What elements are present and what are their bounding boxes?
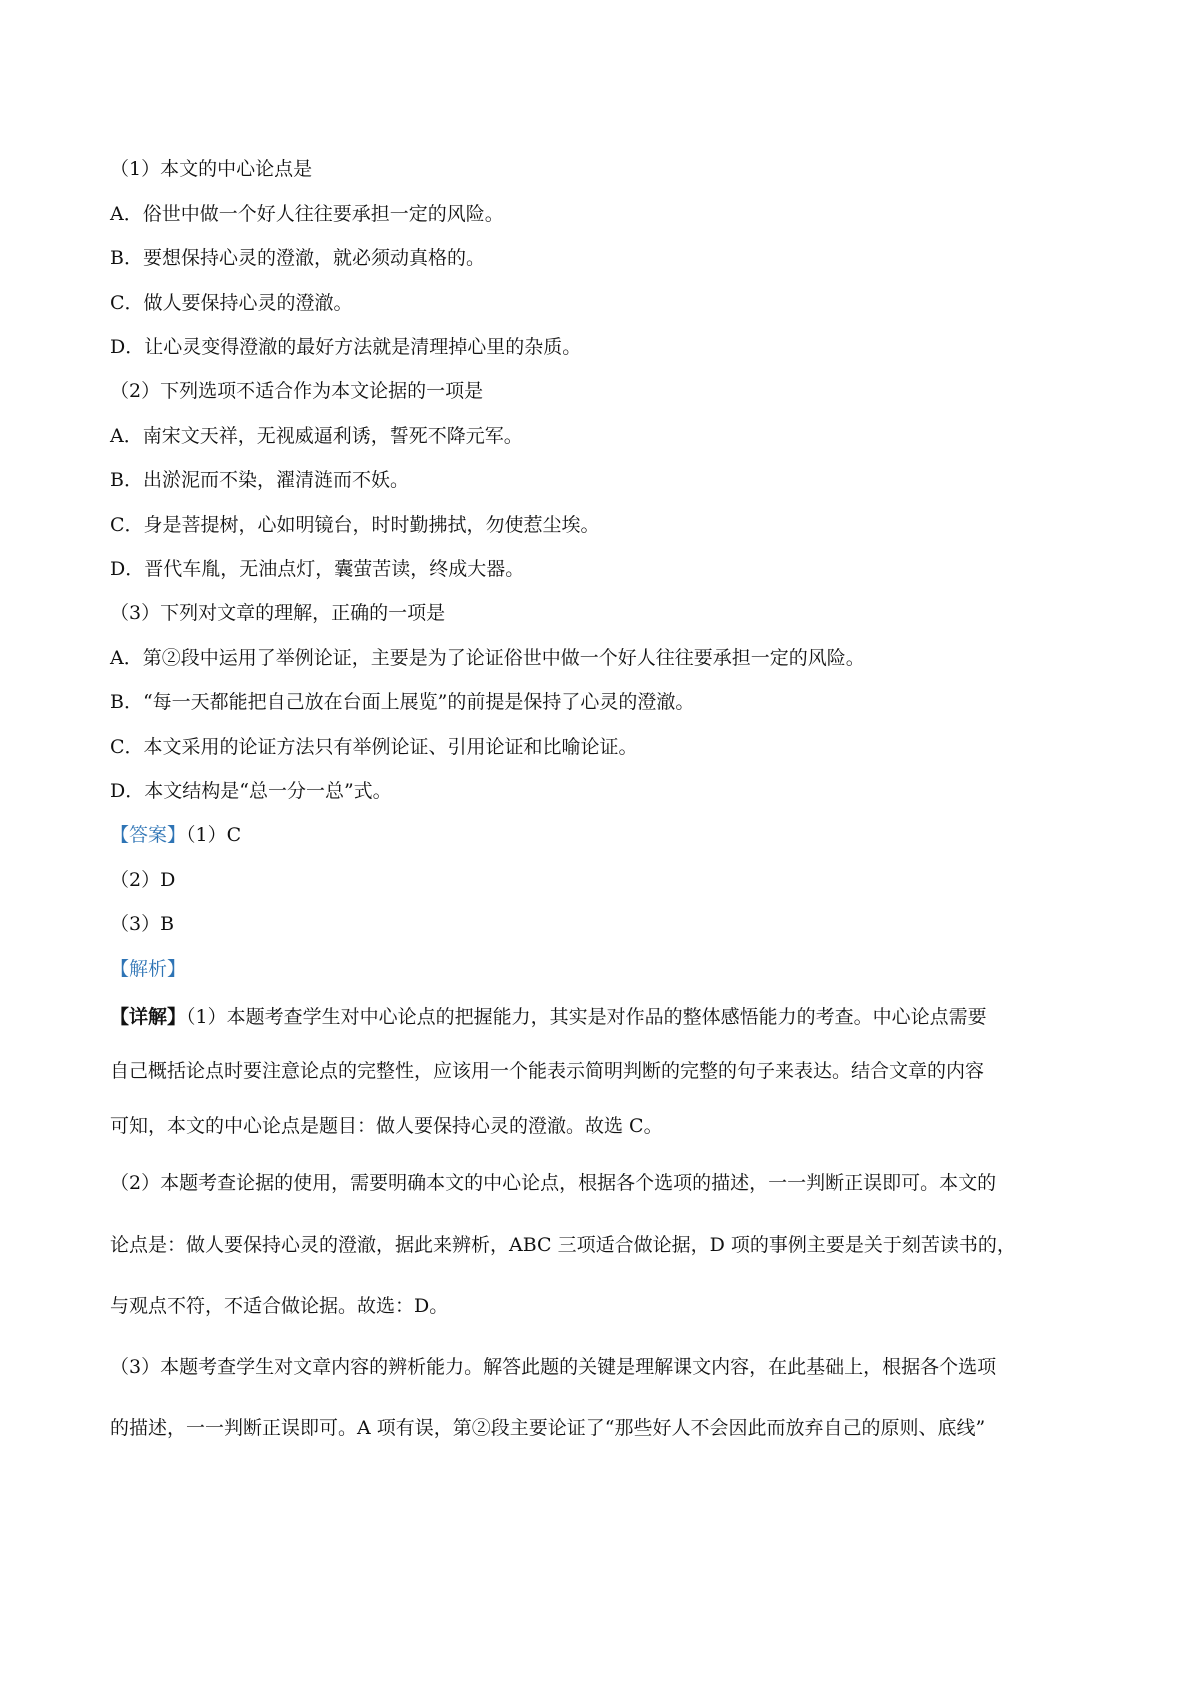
detail-p2-line-3: 与观点不符，不适合做论据。故选：D。 (110, 1295, 449, 1317)
question-1-option-c: C．做人要保持心灵的澄澈。 (110, 292, 353, 314)
detail-p1-line-1: （1）本题考查学生对中心论点的把握能力，其实是对作品的整体感悟能力的考查。中心论点需要 (186, 1006, 987, 1028)
detail-p3-line-2: 的描述，一一判断正误即可。A 项有误，第②段主要论证了“那些好人不会因此而放弃自己的原则、底线” (110, 1417, 986, 1439)
question-2-option-b: B．出淤泥而不染，濯清涟而不妖。 (110, 469, 409, 491)
detail-label: 【详解】 (110, 1006, 187, 1028)
detail-p2-line-2: 论点是：做人要保持心灵的澄澈，据此来辨析，ABC 三项适合做论据，D 项的事例主要是关于刻苦读书的， (110, 1234, 1016, 1256)
answer-line-3: （3）B (110, 913, 175, 935)
detail-p2-line-1: （2）本题考查论据的使用，需要明确本文的中心论点，根据各个选项的描述，一一判断正误即可。本文的 (110, 1172, 997, 1194)
question-3-option-a: A．第②段中运用了举例论证，主要是为了论证俗世中做一个好人往往要承担一定的风险。 (110, 647, 865, 669)
detail-p1-line-3: 可知，本文的中心论点是题目：做人要保持心灵的澄澈。故选 C。 (110, 1115, 663, 1137)
question-3-option-c: C．本文采用的论证方法只有举例论证、引用论证和比喻论证。 (110, 736, 638, 758)
question-1-option-a: A．俗世中做一个好人往往要承担一定的风险。 (110, 203, 504, 225)
question-2-stem: （2）下列选项不适合作为本文论据的一项是 (110, 380, 484, 402)
question-3-stem: （3）下列对文章的理解，正确的一项是 (110, 602, 446, 624)
question-2-option-c: C．身是菩提树，心如明镜台，时时勤拂拭，勿使惹尘埃。 (110, 514, 600, 536)
detail-p3-line-1: （3）本题考查学生对文章内容的辨析能力。解答此题的关键是理解课文内容，在此基础上，根据各个选项 (110, 1356, 997, 1378)
question-2-option-a: A．南宋文天祥，无视威逼利诱，誓死不降元军。 (110, 425, 523, 447)
answer-line-2: （2）D (110, 869, 176, 891)
answer-label: 【答案】 (110, 824, 187, 846)
question-3-option-b: B．“每一天都能把自己放在台面上展览”的前提是保持了心灵的澄澈。 (110, 691, 695, 713)
detail-p1-line-2: 自己概括论点时要注意论点的完整性，应该用一个能表示简明判断的完整的句子来表达。结合文章的内容 (110, 1060, 985, 1082)
question-2-option-d: D．晋代车胤，无油点灯，囊萤苦读，终成大器。 (110, 558, 525, 580)
answer-line-1 (110, 822, 241, 848)
answer-value-1: （1）C (186, 824, 242, 846)
question-1-option-b: B．要想保持心灵的澄澈，就必须动真格的。 (110, 247, 485, 269)
question-1-stem: （1）本文的中心论点是 (110, 158, 313, 180)
question-1-option-d: D．让心灵变得澄澈的最好方法就是清理掉心里的杂质。 (110, 336, 582, 358)
question-3-option-d: D．本文结构是“总一分一总”式。 (110, 780, 392, 802)
detail-paragraph-1 (110, 1004, 1100, 1030)
analysis-label-text: 【解析】 (110, 958, 187, 980)
analysis-label (110, 956, 186, 982)
